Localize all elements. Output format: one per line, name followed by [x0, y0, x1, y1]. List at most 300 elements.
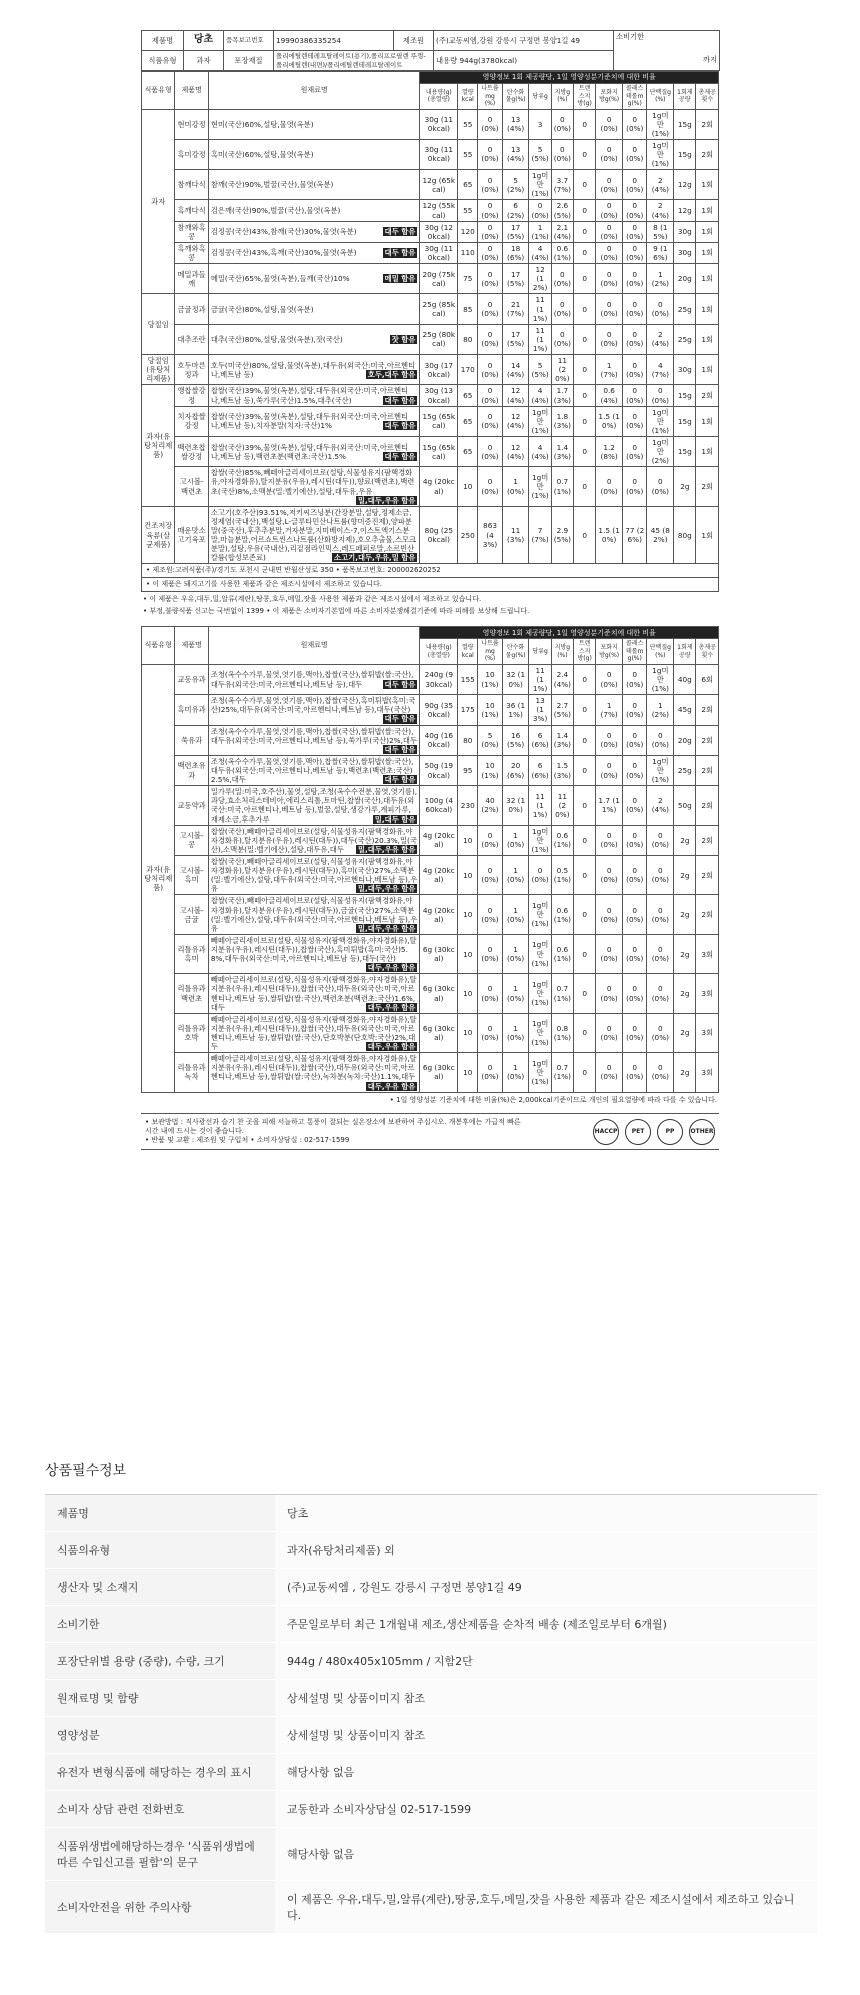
nutrition-value: 10: [458, 1053, 478, 1092]
nutrition-value: 0 (0%): [596, 200, 623, 221]
nutrition-col-header: 트랜스지방(g): [574, 84, 596, 110]
nutrition-value: 1회: [696, 324, 719, 354]
nutrition-value: 0 (0%): [623, 324, 647, 354]
nutrition-value: 2g: [674, 467, 696, 506]
ingredients-text: 조청(옥수수가루,물엿,엿기름,맥아),찹쌀(국산),쌀튀밥(쌀:국산),대두유(외국산:미국,아르헨티나,베트남 등),쑥가루(국산)2%,대두: [210, 726, 418, 745]
nutrition-value: 13 (4%): [502, 109, 529, 139]
nutrition-value: 0 (0%): [623, 406, 647, 436]
nutrition-value: 14 (4%): [502, 355, 529, 385]
nutrition-value: 30g (110kcal): [420, 109, 458, 139]
info-title: 상품필수정보: [45, 1463, 127, 1479]
nutrition-value: 1g미만 (1%): [647, 109, 674, 139]
table-row: [142, 725, 719, 755]
nutrition-value: 155: [458, 664, 478, 694]
nutrition-value: 0.7 (1%): [551, 974, 573, 1013]
nutrition-value: 0 (0%): [647, 467, 674, 506]
product-name-cell: 흑깨와흑콩: [175, 242, 208, 263]
nutrition-value: 0 (0%): [596, 934, 623, 973]
nutrition-value: 77 (26%): [623, 506, 647, 564]
nutrition-col-header: 지방g(%): [551, 639, 573, 665]
nutrition-value: 0: [574, 725, 596, 755]
nutrition-value: 17 (5%): [502, 264, 529, 294]
nutrition-value: 2g: [674, 1053, 696, 1092]
nutrition-value: 25g: [674, 324, 696, 354]
nutrition-value: 1.5 (10%): [596, 406, 623, 436]
nutrition-value: 0 (0%): [478, 1053, 502, 1092]
ingredients-text: 검정콩(국산)43%,흑깨(국산)30%,물엿(옥분): [210, 248, 357, 258]
nutrition-value: 0: [574, 1013, 596, 1052]
ingredients-cell: [208, 385, 420, 406]
nutrition-value: 3회: [696, 974, 719, 1013]
ingredients-text: 밀가루(밀:미국,호주산),물엿,설탕,조청(옥수수전분,물엿,엿기름),과당,효소처리스테비아,에리스리톨,토마틴,찹쌀(국산),대두유(외국산:미국,아르헨티나,베트남 등),벌꿀,설탕,생강가루,계피가루,재제소금,후추가루: [210, 787, 418, 824]
nutrition-value: 1 (7%): [596, 695, 623, 725]
nutrition-value: 3회: [696, 934, 719, 973]
nutrition-value: 12 (4%): [502, 406, 529, 436]
ingredients-text: 현미(국산)60%,설탕,물엿(옥분): [210, 119, 314, 129]
nutrition-value: 65: [458, 170, 478, 200]
nutrition-value: 0.6 (1%): [551, 825, 573, 855]
ingredients-text: 찹쌀(국산)39%,물엿(옥분),설탕,대두유(외국산:미국,아르헨티나,베트남 등),백련초분(백련초:국산)1.5%: [210, 442, 409, 461]
allergen-badge: 대두,우유 함유: [367, 1042, 416, 1052]
nutrition-value: 0 (0%): [478, 825, 502, 855]
ingredients-cell: [208, 294, 420, 324]
nutrition-value: 4g (20kcal): [420, 825, 458, 855]
nutrition-value: 36 (11%): [502, 695, 529, 725]
nutrition-value: 0: [574, 294, 596, 324]
nutrition-value: 0 (0%): [623, 786, 647, 825]
nutrition-col-header: 탄수화물g(%): [502, 639, 529, 665]
nutrition-value: 6g (30kcal): [420, 1053, 458, 1092]
nutrition-value: 0 (0%): [596, 467, 623, 506]
pack-material: 폴리에틸렌테레프탈레이트(용기),폴리프로필렌 뚜껑-폴리에틸렌(내면)/폴리에틸렌테레프탈레이트: [274, 51, 434, 71]
nutrition-value: 7 (7%): [529, 506, 551, 564]
content-box: [434, 51, 614, 71]
nutrition-value: 1g미만 (1%): [647, 139, 674, 169]
ingredients-text: 빼떼아글리세이브로(설탕,식물성유지(팜핵경화유,야자경화유),탈지분유(우유),레시틴(대두)),찹쌀(국산),대두유(외국산:미국,아르헨티나,베트남 등),쌀튀밥(쌀:국산),백련초분(백련초:국산)1.6%,대두: [210, 975, 417, 1012]
nutrition-value: 21 (7%): [502, 294, 529, 324]
ingredients-text: 참깨(국산)90%,벌꿀(국산),물엿(옥분): [210, 180, 334, 190]
nutrition-col-header: 당류g: [529, 639, 551, 665]
nutrition-value: 1회: [696, 264, 719, 294]
nutrition-value: 4 (4%): [529, 385, 551, 406]
nutrition-value: 2회: [696, 139, 719, 169]
ingredients-text: 소고기(호주산)93.51%,저키씨즈닝분(간장분말,설탕,정제소금,정제염(국내산),백설탕,L-글루타민산나트륨(향미증진제),양파분말(중국산),후추추분말,거자분말,지미베이스-7,이스트엑기스분말,마늘분말,어르쇼트씬스나트륨(산화방지제),호오추출물,스모크분말),설탕,우유(국내산),리겉점라인믹스,레드페퍼로말,소르빈산칼륨(합성보존료): [210, 507, 417, 563]
nutrition-col-header: 내용량(g)(총열량): [420, 84, 458, 110]
nutrition-value: 0 (0%): [478, 385, 502, 406]
product-name-cell: 앵찹쌀강정: [175, 385, 208, 406]
nutrition-value: 32 (10%): [502, 786, 529, 825]
nutrition-value: 1g미만 (1%): [647, 664, 674, 694]
nutrition-value: 0: [574, 242, 596, 263]
ingredients-cell: [208, 856, 420, 895]
product-name: 당초: [184, 31, 224, 51]
nutrition-value: 110: [458, 242, 478, 263]
table-row: [142, 755, 719, 785]
nutrition-value: 80g (250kcal): [420, 506, 458, 564]
ingredients-cell: [208, 695, 420, 725]
nutrition-value: 1회: [696, 506, 719, 564]
allergen-badge: 대두 함유: [384, 451, 416, 461]
nutrition-value: 0 (0%): [647, 294, 674, 324]
nutrition-value: 1 (1%): [529, 221, 551, 242]
nutrition-value: 25g: [674, 294, 696, 324]
nutrition-value: 1g미만 (1%): [529, 934, 551, 973]
nutrition-value: 0 (0%): [478, 221, 502, 242]
nutrition-value: 11 (11%): [529, 786, 551, 825]
nutrition-value: 0 (0%): [478, 294, 502, 324]
nutrition-value: 15g (65kcal): [420, 406, 458, 436]
ingredients-cell: [208, 139, 420, 169]
nutrition-value: 0 (0%): [529, 856, 551, 895]
nutrition-value: 2회: [696, 786, 719, 825]
pack-label: 포장재질: [224, 51, 274, 71]
nutrition-value: 0.6 (1%): [551, 934, 573, 973]
nutrition-value: 1g미만 (1%): [529, 170, 551, 200]
nutrition-value: 2.9 (5%): [551, 506, 573, 564]
bottom-label: [141, 626, 719, 1149]
allergen-badge: 메밀 함유: [384, 274, 416, 284]
ingredients-text: 찹쌀(국산)85%,빼떼아글리세이브로(설탕,식물성유지(팜핵경화유,야자경화유),탈지분유(우유),레시틴(대두)),향료(백련초),백련초(국산)8%,소맥분(밀:벨기에산),설탕,대두유,우유: [210, 468, 415, 496]
nutrition-value: 4g (20kcal): [420, 467, 458, 506]
nutrition-value: 0 (0%): [623, 695, 647, 725]
table-row: [142, 139, 719, 169]
nutrition-value: 0 (0%): [478, 139, 502, 169]
nutrition-value: 65: [458, 385, 478, 406]
nutrition-value: 12g: [674, 200, 696, 221]
info-row: [45, 1881, 817, 1934]
ingredients-cell: [208, 786, 420, 825]
nutrition-value: 20g: [674, 264, 696, 294]
nutrition-value: 0 (0%): [551, 264, 573, 294]
allergen-badge: 밀,대두,우유 함유: [357, 844, 416, 854]
table-row: [142, 1013, 719, 1052]
product-name-cell: 참깨다식: [175, 170, 208, 200]
info-key: 식품의유형: [45, 1532, 275, 1569]
nutrition-value: 1g미만 (1%): [529, 1053, 551, 1092]
nutrition-value: 0 (0%): [478, 242, 502, 263]
col-food-type: 식품유형: [142, 72, 175, 110]
allergen-badge: 대두 함유: [384, 775, 416, 785]
info-value: 이 제품은 우유,대두,밀,알류(계란),땅콩,호두,메밀,잣을 사용한 제품과 같은 제조시설에서 제조하고 있습니다.: [275, 1881, 817, 1934]
product-name-cell: 리틀유과백련초: [175, 974, 208, 1013]
nutrition-value: 1 (0%): [502, 856, 529, 895]
info-row: [45, 1791, 817, 1828]
allergen-footer-2: • 부정,불량식품 신고는 국번없이 1399 • 이 제품은 소비자기본법에 따른 소비자분쟁해결기준에 따라 피해를 보상해 드립니다.: [143, 606, 530, 615]
report-no: 19990386335254: [274, 31, 394, 51]
nutrition-value: 6g (30kcal): [420, 1013, 458, 1052]
nutrition-value: 2회: [696, 467, 719, 506]
nutrition-value: 10 (1%): [478, 755, 502, 785]
nutrition-value: 40g (160kcal): [420, 725, 458, 755]
nutrition-value: 10: [458, 856, 478, 895]
col-ingredients: 원재료명: [208, 72, 420, 110]
nutrition-value: 12g (55kcal): [420, 200, 458, 221]
recycle-pet-icon: PET: [625, 1119, 651, 1145]
label-header: [141, 30, 720, 71]
nutrition-value: 15g: [674, 109, 696, 139]
nutrition-value: 1 (0%): [502, 895, 529, 934]
nutrition-col-header: 트랜스지방(g): [574, 639, 596, 665]
nutrition-value: 0 (0%): [647, 385, 674, 406]
table-row: [142, 264, 719, 294]
nutrition-value: 0 (0%): [623, 264, 647, 294]
nutrition-col-header: 총제공횟수: [696, 84, 719, 110]
nutrition-value: 0 (0%): [551, 294, 573, 324]
nutrition-value: 0: [574, 856, 596, 895]
ingredients-text: 메밀(국산)65%,물엿(옥분),들깨(국산)10%: [210, 274, 350, 284]
nutrition-value: 0: [574, 467, 596, 506]
nutrition-value: 55: [458, 139, 478, 169]
nutrition-value: 6g (30kcal): [420, 934, 458, 973]
nutrition-value: 0 (0%): [596, 170, 623, 200]
nutrition-value: 11 (3%): [502, 506, 529, 564]
ingredients-text: 찹쌀(국산),빼떼아글리세이브로(설탕,식물성유지(팜핵경화유,야자경화유),탈지분유(우유),레시틴(대두)),흑미(국산)27%,소맥분(밀:벨기에산),설탕,대두유(외국산:미국,아르헨티나,베트남 등),우유: [210, 857, 418, 894]
ingredients-cell: [208, 825, 420, 855]
nutrition-value: 5 (2%): [502, 170, 529, 200]
nutrition-value: 0 (0%): [596, 725, 623, 755]
nutrition-value: 80: [458, 324, 478, 354]
nutrition-value: 0: [574, 385, 596, 406]
maker-note-1: • 제조원:고려식품(주)/경기도 포천시 군내면 반월산성로 350 • 품목보고번호: 200002620252: [141, 564, 719, 578]
ingredients-text: 조청(옥수수가루,물엿,엿기름,맥아),찹쌀(국산),쌀튀밥(쌀:국산),대두유(외국산:미국,아르헨티나,베트남 등),대두: [210, 670, 414, 689]
nutrition-value: 4g (20kcal): [420, 856, 458, 895]
nutrition-value: 0 (0%): [623, 385, 647, 406]
return-note: • 반품 및 교환 : 제조원 및 구입처 • 소비자상담실 : 02-517-1599: [145, 1135, 350, 1144]
nutrition-value: 0 (0%): [623, 170, 647, 200]
nutrition-value: 0 (0%): [623, 294, 647, 324]
nutrition-value: 0 (0%): [596, 825, 623, 855]
daily-value-note: • 1일 영양성분 기준치에 대한 비율(%)은 2,000kcal기준이므로 개인의 필요열량에 따라 다를 수 있습니다.: [389, 1095, 717, 1104]
table-row: [142, 294, 719, 324]
nutrition-value: 0 (0%): [623, 109, 647, 139]
ingredients-cell: [208, 506, 420, 564]
nutrition-value: 1.8 (3%): [551, 406, 573, 436]
nutrition-value: 2.7 (5%): [551, 695, 573, 725]
nutrition-value: 65: [458, 437, 478, 467]
nutrition-table-1: [141, 71, 719, 564]
ingredients-cell: [208, 934, 420, 973]
info-key: 소비자 상담 관련 전화번호: [45, 1791, 275, 1828]
nutrition-value: 1.5 (10%): [596, 506, 623, 564]
nutrition-value: 17 (5%): [502, 221, 529, 242]
nutrition-value: 12 (4%): [502, 437, 529, 467]
nutrition-value: 0 (0%): [478, 355, 502, 385]
nutrition-value: 0: [574, 825, 596, 855]
table-row: [142, 825, 719, 855]
nutrition-value: 0 (0%): [647, 856, 674, 895]
nutrition-value: 0: [574, 200, 596, 221]
product-name-cell: 고시볼-콩: [175, 825, 208, 855]
nutrition-value: 75: [458, 264, 478, 294]
product-name-cell: 교동유과: [175, 664, 208, 694]
nutrition-value: 13 (13%): [529, 695, 551, 725]
ingredients-cell: [208, 109, 420, 139]
nutrition-value: 0 (0%): [623, 934, 647, 973]
product-name-cell: 백련초유과: [175, 755, 208, 785]
ingredients-cell: [208, 1013, 420, 1052]
table-row: [142, 506, 719, 564]
info-value: 상세설명 및 상품이미지 참조: [275, 1717, 817, 1754]
nutrition-value: 17 (5%): [502, 324, 529, 354]
nutrition-value: 2g: [674, 895, 696, 934]
ingredients-cell: [208, 324, 420, 354]
allergen-badge: 밀,대두,우유 함유: [357, 495, 416, 505]
nutrition-value: 1g미만 (1%): [647, 755, 674, 785]
nutrition-value: 0: [574, 139, 596, 169]
ingredients-text: 흑미(국산)60%,설탕,물엿(옥분): [210, 149, 314, 159]
nutrition-col-header: 총제공횟수: [696, 639, 719, 665]
nutrition-value: 8 (15%): [647, 221, 674, 242]
ingredients-cell: [208, 467, 420, 506]
nutrition-value: 250: [458, 506, 478, 564]
product-name-cell: 현미강정: [175, 109, 208, 139]
nutrition-value: 10 (1%): [478, 664, 502, 694]
nutrition-col-header: 콜레스테롤mg(%): [623, 84, 647, 110]
nutrition-col-header: 1회제공량: [674, 84, 696, 110]
product-name-cell: 호두마른정과: [175, 355, 208, 385]
nutrition-value: 0 (0%): [623, 1053, 647, 1092]
ingredients-text: 찹쌀(국산),빼떼아글리세이브로(설탕,식물성유지(팜핵경화유,야자경화유),탈지분유(우유),레시틴(대두)),금귤(국산)27%,소맥분(밀:벨기에산),설탕,대두유(외국산:미국,아르헨티나,베트남 등),우유: [210, 896, 418, 933]
nutrition-col-header: 나트륨mg(%): [478, 639, 502, 665]
col-product-name: 제품명: [175, 72, 208, 110]
nutrition-value: 1회: [696, 170, 719, 200]
nutrition-value: 0 (0%): [478, 467, 502, 506]
nutrition-value: 6 (2%): [502, 200, 529, 221]
nutrition-value: 0 (0%): [596, 139, 623, 169]
ingredients-cell: [208, 755, 420, 785]
allergen-badge: 잣 함유: [391, 334, 416, 344]
nutrition-value: 0: [574, 934, 596, 973]
nutrition-value: 1 (7%): [596, 355, 623, 385]
table-row: [142, 664, 719, 694]
allergen-badge: 대두 함유: [384, 679, 416, 689]
food-type-label: 식품유형: [142, 51, 184, 71]
nutrition-value: 55: [458, 109, 478, 139]
info-row: [45, 1606, 817, 1643]
nutrition-value: 30g (170kcal): [420, 355, 458, 385]
nutrition-value: 0 (0%): [596, 242, 623, 263]
info-value: 해당사항 없음: [275, 1754, 817, 1791]
nutrition-value: 5 (5%): [529, 139, 551, 169]
allergen-badge: 밀,대두,우유 함유: [357, 923, 416, 933]
nutrition-value: 12 (4%): [502, 385, 529, 406]
nutrition-value: 1회: [696, 406, 719, 436]
nutrition-value: 10: [458, 934, 478, 973]
nutrition-value: 90g (350kcal): [420, 695, 458, 725]
info-value: 상세설명 및 상품이미지 참조: [275, 1680, 817, 1717]
nutrition-value: 1회: [696, 437, 719, 467]
nutrition-value: 0 (0%): [596, 755, 623, 785]
nutrition-value: 0 (0%): [596, 324, 623, 354]
info-key: 원재료명 및 함량: [45, 1680, 275, 1717]
nutrition-value: 0 (0%): [623, 856, 647, 895]
nutrition-value: 15g: [674, 437, 696, 467]
nutrition-value: 30g (110kcal): [420, 242, 458, 263]
nutrition-value: 0.6 (4%): [596, 385, 623, 406]
nutrition-value: 0: [574, 170, 596, 200]
nutrition-value: 50g: [674, 786, 696, 825]
allergen-badge: 대두,우유 함유: [367, 963, 416, 973]
nutrition-value: 0: [574, 437, 596, 467]
table-row: [142, 170, 719, 200]
nutrition-value: 2회: [696, 725, 719, 755]
ingredients-cell: [208, 355, 420, 385]
ingredients-text: 검정콩(국산)43%,참깨(국산)30%,물엿(옥분): [210, 227, 357, 237]
nutrition-value: 0 (0%): [623, 664, 647, 694]
nutrition-value: 1.5 (3%): [551, 755, 573, 785]
nutrition-col-header: 탄수화물g(%): [502, 84, 529, 110]
nutrition-value: 2 (4%): [647, 324, 674, 354]
nutrition-value: 2회: [696, 825, 719, 855]
nutrition-value: 0 (0%): [478, 406, 502, 436]
nutrition-value: 1회: [696, 294, 719, 324]
ingredients-text: 찹쌀(국산)39%,물엿(옥분),설탕,대두유(외국산:미국,아르헨티나,베트남 등),치자분말(치자:국산)1%: [210, 412, 409, 431]
nutrition-value: 0: [574, 324, 596, 354]
nutrition-value: 30g: [674, 221, 696, 242]
ingredients-cell: [208, 264, 420, 294]
nutrition-value: 10: [458, 974, 478, 1013]
product-name-cell: 리틀유과흑미: [175, 934, 208, 973]
nutrition-value: 0 (0%): [478, 109, 502, 139]
allergen-badge: 밀,대두,우유 함유: [357, 884, 416, 894]
product-name-cell: 고시볼-흑미: [175, 856, 208, 895]
nutrition-value: 5 (5%): [529, 355, 551, 385]
ingredients-cell: [208, 974, 420, 1013]
product-name-cell: 쑥유과: [175, 725, 208, 755]
info-key: 제품명: [45, 1495, 275, 1532]
nutrition-value: 3회: [696, 1053, 719, 1092]
table-row: [142, 934, 719, 973]
product-name-cell: 백련초찹쌀강정: [175, 437, 208, 467]
product-name-cell: 매운맛소고기육포: [175, 506, 208, 564]
nutrition-value: 2g: [674, 825, 696, 855]
nutrition-value: 1 (0%): [502, 1053, 529, 1092]
product-name-cell: 금귤정과: [175, 294, 208, 324]
nutrition-value: 0 (0%): [478, 437, 502, 467]
nutrition-value: 0 (0%): [623, 725, 647, 755]
info-value: 과자(유탕처리제품) 외: [275, 1532, 817, 1569]
table-row: [142, 1053, 719, 1092]
nutrition-value: 0 (0%): [623, 139, 647, 169]
ingredients-text: 빼떼아글리세이브로(설탕,식물성유지(팜핵경화유,야자경화유),탈지분유(우유),레시틴(대두)),찹쌀(국산),대두유(외국산:미국,아르헨티나,베트남 등),쌀튀밥(쌀:국산),녹차분(녹차:국산)1.1%,대두: [210, 1054, 417, 1082]
info-key: 소비기한: [45, 1606, 275, 1643]
nutrition-value: 4 (7%): [647, 355, 674, 385]
nutrition-value: 6회: [696, 664, 719, 694]
food-type: 과자: [184, 51, 224, 71]
nutrition-col-header: 콜레스테롤mg(%): [623, 639, 647, 665]
nutrition-value: 4 (4%): [529, 437, 551, 467]
ingredients-text: 금귤(국산)80%,설탕,물엿(옥분): [210, 304, 314, 314]
ingredients-cell: [208, 221, 420, 242]
nutrition-value: 55: [458, 200, 478, 221]
nutrition-value: 11 (11%): [529, 664, 551, 694]
nutrition-value: 95: [458, 755, 478, 785]
nutrition-table-2: [141, 626, 719, 1092]
nutrition-col-header: 열량kcal: [458, 639, 478, 665]
nutrition-value: 2g: [674, 1013, 696, 1052]
storage-row: [141, 1113, 719, 1149]
nutrition-value: 3회: [696, 1013, 719, 1052]
col-food-type: 식품유형: [142, 627, 175, 665]
col-ingredients: 원재료명: [208, 627, 420, 665]
nutrition-value: 230: [458, 786, 478, 825]
nutrition-value: 0: [574, 406, 596, 436]
food-type-cell: 건조저장육류(살균제품): [142, 506, 175, 564]
haccp-icon: HACCP: [593, 1119, 619, 1145]
storage-note: • 보관방법 : 직사광선과 습기 찬 곳을 피해 서늘하고 통풍이 잘되는 실온장소에 보관하여 주십시오. 개봉후에는 가급적 빠른 시간 내에 드시는 것이 좋습니다.: [145, 1118, 521, 1136]
nutrition-value: 0: [574, 664, 596, 694]
storage-text-block: [145, 1118, 525, 1144]
